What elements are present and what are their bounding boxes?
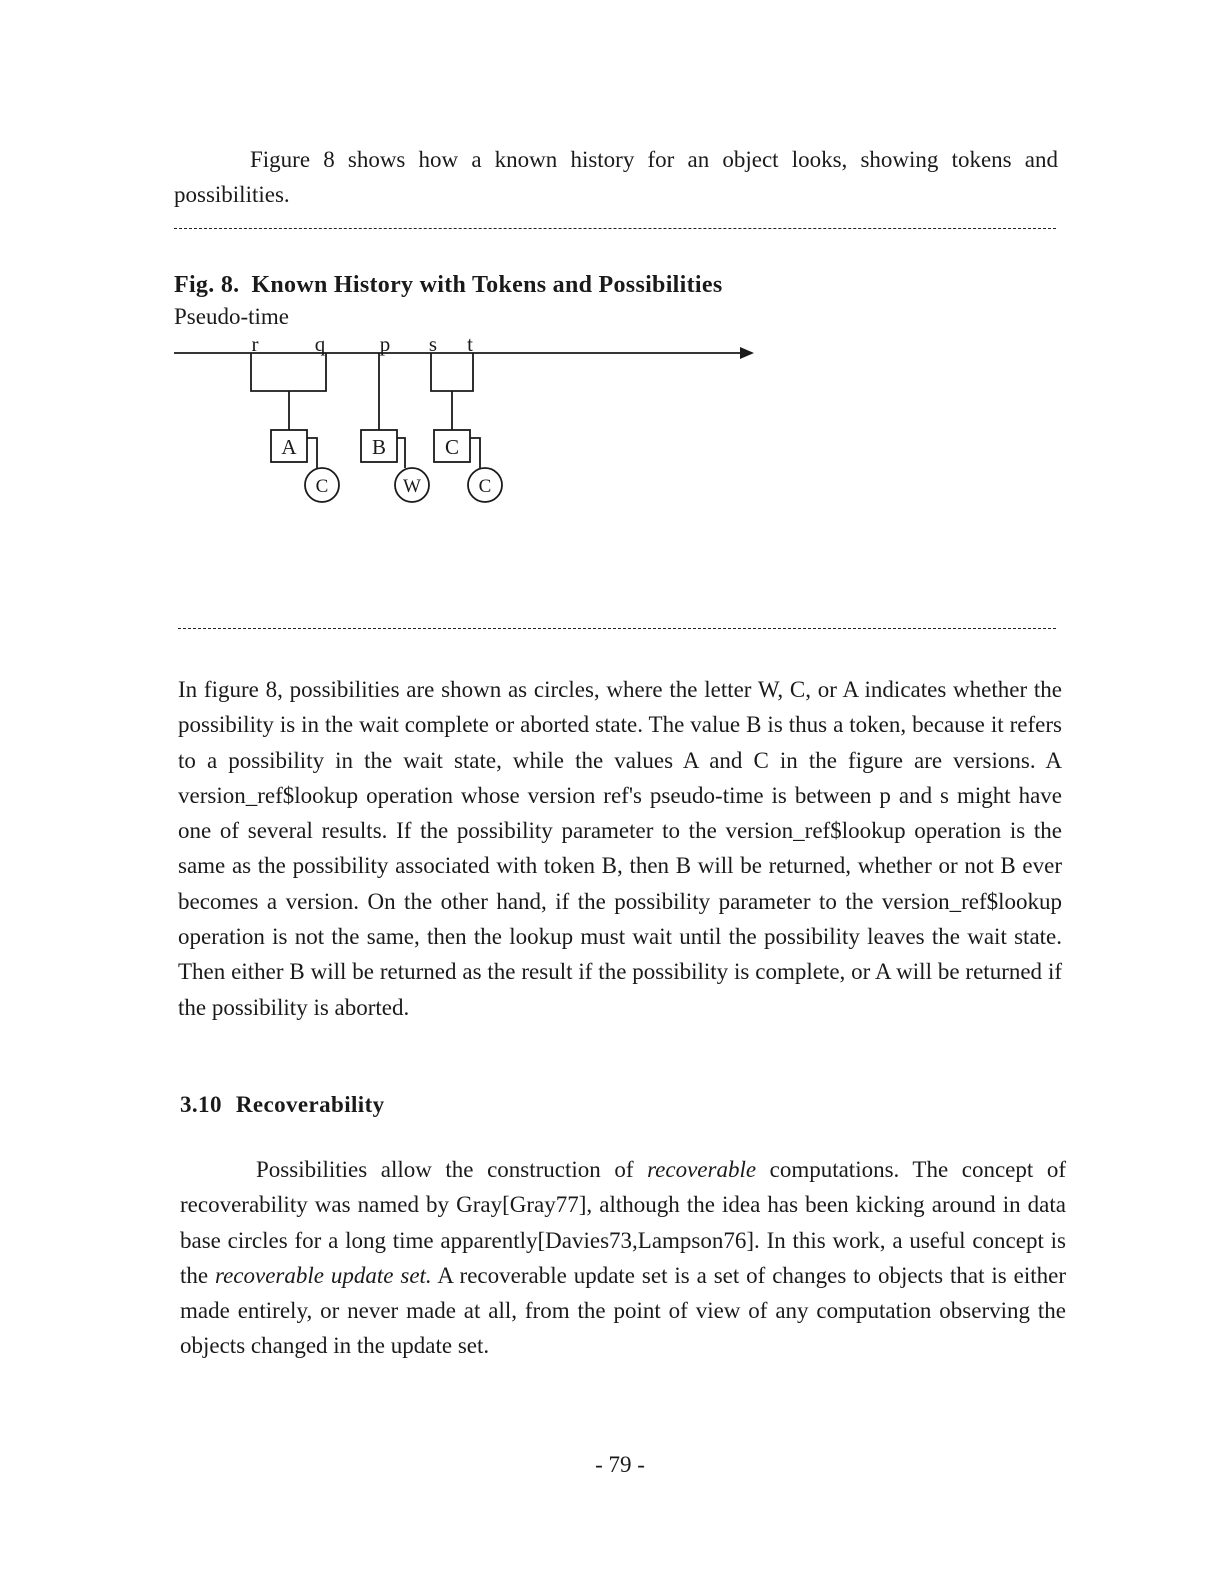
section-heading (180, 1092, 385, 1118)
figure-title: Known History with Tokens and Possibilities (251, 272, 723, 298)
section-number: 3.10 (180, 1092, 222, 1117)
time-mark-t: t (467, 332, 473, 356)
possibility-c-state: C (478, 476, 492, 497)
recoverability-text-2: computations. The concept of recoverability was named by Gray[Gray77], although the idea has been kicking around in data base circles for a long time apparently[Davies73,Lampson76]. In this work, a useful concept is the (180, 1157, 1066, 1288)
connector-a (307, 438, 317, 468)
axis-arrowhead (740, 347, 754, 359)
time-mark-r: r (251, 332, 259, 356)
connector-b (397, 438, 405, 468)
recoverability-text-3: A recoverable update set is a set of changes to objects that is either made entirely, or never made at all, from the point of view of any computation observing the objects changed in the update set. (180, 1262, 1066, 1359)
value-b-label: B (371, 435, 387, 459)
value-a-label: A (281, 435, 297, 459)
bracket-r-q (251, 353, 326, 391)
connector-c (470, 438, 480, 468)
term-recoverable: recoverable (647, 1157, 757, 1182)
body-paragraph: In figure 8, possibilities are shown as circles, where the letter W, C, or A indicates whether the possibility is in the wait complete or aborted state. The value B is thus a token, because it refers to a possibility in the wait state, while the values A and C in the figure are versions. A version_ref$lookup operation whose version ref's pseudo-time is between p and s might have one of several results. If the possibility parameter to the version_ref$lookup operation is the same as the possibility associated with token B, then B will be returned, whether or not B ever becomes a version. On the other hand, if the possibility parameter to the version_ref$lookup operation is not the same, then the lookup must wait until the possibility leaves the wait state. Then either B will be returned as the result if the possibility is complete, or A will be returned if the possibility is aborted. (178, 677, 1062, 1020)
figure-label: Fig. 8. (174, 272, 240, 298)
page-number: - 79 - (595, 1452, 645, 1477)
possibility-a-state: C (315, 476, 329, 497)
value-c-label: C (444, 435, 460, 459)
bracket-s-t (431, 353, 473, 391)
term-recoverable-update-set: recoverable update set. (215, 1262, 432, 1288)
known-history-diagram (160, 330, 780, 520)
figure-bottom-divider (178, 628, 1056, 629)
possibility-b-state: W (403, 476, 421, 497)
time-mark-p: p (379, 332, 391, 356)
recoverability-text-1: Possibilities allow the construction of (256, 1157, 648, 1182)
figure-top-divider (174, 228, 1056, 229)
section-title: Recoverability (235, 1092, 385, 1117)
recoverability-paragraph (180, 1152, 1066, 1364)
intro-paragraph (174, 142, 1058, 213)
figure-caption (174, 272, 722, 299)
intro-paragraph-text: Figure 8 shows how a known history for an object looks, showing tokens and possibilities. (174, 147, 1058, 208)
time-mark-q: q (314, 332, 326, 356)
axis-label: Pseudo-time (174, 304, 289, 329)
time-mark-s: s (428, 332, 438, 356)
